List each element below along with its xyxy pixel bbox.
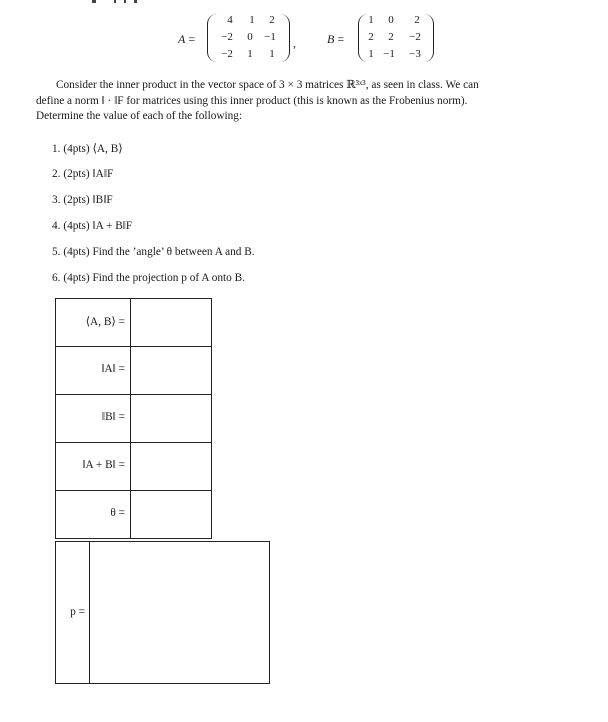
- question-item: [52, 246, 255, 258]
- matrix-a-trailing-comma: ,: [293, 36, 296, 50]
- matrix-a-cell: 1: [269, 48, 275, 60]
- question-item: [52, 220, 132, 232]
- matrix-a-cell: 2: [269, 14, 275, 26]
- question-number: 2.: [52, 168, 61, 180]
- intro-paragraph: [36, 78, 586, 125]
- matrix-a-cell: −1: [264, 31, 276, 43]
- matrix-b-label: B =: [327, 32, 345, 46]
- matrix-a-cell: 1: [247, 48, 253, 60]
- matrix-b-cell: −1: [383, 48, 395, 60]
- matrix-a-cell: −2: [221, 48, 233, 60]
- question-number: 4.: [52, 220, 61, 232]
- matrix-a-cell: 0: [247, 31, 253, 43]
- matrix-b-right-paren: [424, 14, 434, 62]
- answer-label: ⟨A, B⟩ =: [85, 316, 125, 328]
- intro-line: Consider the inner product in the vector space of 3 × 3 matrices ℝ³ˣ³, as seen in class. We can: [56, 79, 479, 91]
- question-number: 6.: [52, 272, 61, 284]
- intro-line: define a norm ‖ · ‖F for matrices using this inner product (this is known as the Frobenius norm).: [36, 94, 468, 107]
- question-item: [52, 272, 245, 284]
- question-item: [52, 194, 113, 206]
- question-text: (4pts) ⟨A, B⟩: [63, 143, 123, 155]
- clipped-text-fragment: [92, 0, 96, 3]
- projection-label: p =: [70, 606, 85, 618]
- answer-input-norm-a-plus-b[interactable]: [130, 442, 212, 491]
- matrix-a-cell: −2: [221, 31, 233, 43]
- clipped-text-fragment: [114, 0, 116, 3]
- matrix-a-label: A =: [178, 32, 196, 46]
- matrix-b-cell: −2: [409, 31, 421, 43]
- answer-input-norm-b[interactable]: [130, 394, 212, 443]
- matrix-b-cell: 0: [388, 14, 394, 26]
- matrix-a-cell: 4: [227, 14, 233, 26]
- matrix-b-cell: −3: [409, 48, 421, 60]
- question-item: [52, 142, 123, 155]
- matrix-b-cell: 2: [414, 14, 420, 26]
- clipped-text-fragment: [124, 0, 126, 3]
- question-text: (2pts) ‖B‖F: [63, 194, 113, 206]
- answer-input-norm-a[interactable]: [130, 346, 212, 395]
- answer-input-inner-product[interactable]: [130, 298, 212, 347]
- question-item: [52, 168, 113, 180]
- question-text: (2pts) ‖A‖F: [63, 168, 114, 180]
- answer-label: ‖A + B‖ =: [82, 459, 125, 471]
- answer-label: ‖B‖ =: [101, 411, 125, 423]
- answer-input-projection[interactable]: [89, 541, 270, 684]
- question-number: 5.: [52, 246, 61, 258]
- matrix-b-cell: 2: [368, 31, 374, 43]
- question-text: (4pts) Find the projection p of A onto B.: [63, 272, 245, 284]
- question-number: 1.: [52, 143, 61, 155]
- matrix-b-cell: 1: [368, 14, 374, 26]
- answer-label: θ =: [110, 507, 125, 519]
- matrix-b-cell: 2: [388, 31, 394, 43]
- clipped-text-fragment: [134, 0, 137, 3]
- intro-line: Determine the value of each of the following:: [36, 110, 243, 122]
- question-number: 3.: [52, 194, 61, 206]
- question-text: (4pts) ‖A + B‖F: [63, 220, 133, 232]
- matrix-a-right-paren: [280, 14, 290, 62]
- matrix-a-cell: 1: [249, 14, 255, 26]
- matrix-b-cell: 1: [368, 48, 374, 60]
- answer-input-theta[interactable]: [130, 490, 212, 539]
- answer-label: ‖A‖ =: [101, 363, 125, 375]
- question-text: (4pts) Find the ’angle’ θ between A and B.: [63, 246, 255, 258]
